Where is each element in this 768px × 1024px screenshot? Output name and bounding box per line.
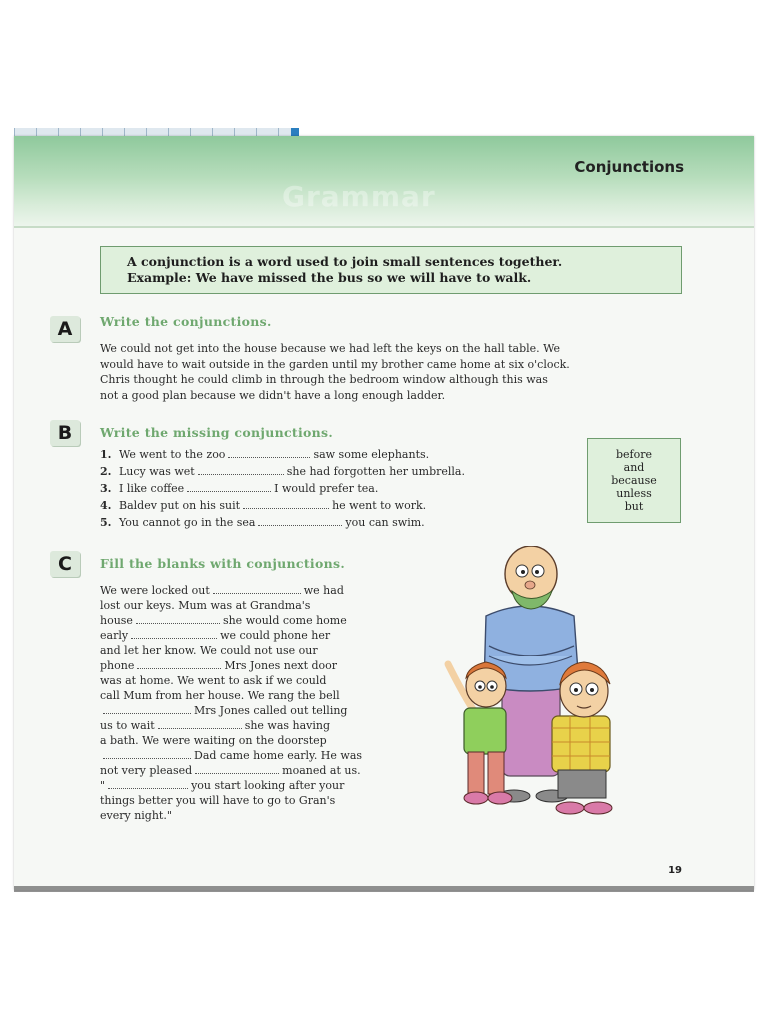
- answer-blank[interactable]: [136, 622, 220, 624]
- answer-blank[interactable]: [103, 712, 191, 714]
- passage-line: Mrs Jones called out telling: [100, 704, 347, 717]
- word-bank-item: before: [615, 448, 652, 461]
- passage-line: We were locked out we had: [100, 584, 344, 597]
- passage-line: every night.": [100, 809, 172, 822]
- answer-blank[interactable]: [103, 757, 191, 759]
- answer-blank[interactable]: [213, 592, 301, 594]
- header-watermark: Grammar: [282, 180, 436, 213]
- section-b-title: Write the missing conjunctions.: [100, 425, 334, 440]
- answer-blank[interactable]: [137, 667, 221, 669]
- passage-line: things better you will have to go to Gran's: [100, 794, 336, 807]
- passage-line: Dad came home early. He was: [100, 749, 362, 762]
- passage-line: phone Mrs Jones next door: [100, 659, 338, 672]
- passage-line: us to wait she was having: [100, 719, 331, 732]
- word-bank-item: because: [611, 474, 657, 487]
- passage-line: lost our keys. Mum was at Grandma's: [100, 599, 311, 612]
- definition-example: Example: We have missed the bus so we will have to walk.: [127, 270, 532, 285]
- word-bank-item: unless: [616, 487, 652, 500]
- word-bank-item: and: [623, 461, 645, 474]
- family-illustration: [434, 546, 659, 831]
- page-bottom-edge: [14, 886, 754, 892]
- passage-line: house she would come home: [100, 614, 347, 627]
- definition-text: A conjunction is a word used to join small sentences together.: [127, 254, 563, 269]
- workbook-page: [14, 136, 754, 890]
- passage-line: not very pleased moaned at us.: [100, 764, 361, 777]
- section-a-title: Write the conjunctions.: [100, 314, 272, 329]
- passage-line: " you start looking after your: [100, 779, 345, 792]
- page-header: [14, 136, 754, 228]
- word-bank-item: but: [624, 500, 644, 513]
- passage-line: a bath. We were waiting on the doorstep: [100, 734, 327, 747]
- answer-blank[interactable]: [131, 637, 217, 639]
- answer-blank[interactable]: [198, 473, 284, 475]
- word-bank: [587, 438, 681, 523]
- passage-line: call Mum from her house. We rang the bell: [100, 689, 340, 702]
- section-a-badge: A: [50, 316, 80, 342]
- answer-blank[interactable]: [243, 507, 329, 509]
- question-2: 2. Lucy was wet she had forgotten her umbrella.: [100, 465, 465, 478]
- section-c-badge: C: [50, 551, 80, 577]
- answer-blank[interactable]: [258, 524, 342, 526]
- section-a-paragraph: We could not get into the house because we had left the keys on the hall table. We would have to wait outside in the garden until my brother came home at six o'clock. Chris thought he could climb in through the bedroom window although this was not a good plan because we didn't have a long enough ladder.: [100, 342, 570, 402]
- section-b-badge: B: [50, 420, 80, 446]
- question-1: 1. We went to the zoo saw some elephants.: [100, 448, 430, 461]
- question-4: 4. Baldev put on his suit he went to work.: [100, 499, 427, 512]
- answer-blank[interactable]: [195, 772, 279, 774]
- answer-blank[interactable]: [228, 456, 310, 458]
- passage-line: was at home. We went to ask if we could: [100, 674, 327, 687]
- answer-blank[interactable]: [187, 490, 271, 492]
- passage-line: and let her know. We could not use our: [100, 644, 318, 657]
- boy-figure: [552, 662, 612, 814]
- section-c-title: Fill the blanks with conjunctions.: [100, 556, 345, 571]
- passage-line: early we could phone her: [100, 629, 331, 642]
- question-3: 3. I like coffee I would prefer tea.: [100, 482, 379, 495]
- answer-blank[interactable]: [108, 787, 188, 789]
- answer-blank[interactable]: [158, 727, 242, 729]
- question-5: 5. You cannot go in the sea you can swim.: [100, 516, 425, 529]
- page-number: 19: [668, 865, 682, 876]
- girl-figure: [448, 662, 512, 804]
- page-title: Conjunctions: [574, 158, 684, 176]
- definition-box: [100, 246, 682, 294]
